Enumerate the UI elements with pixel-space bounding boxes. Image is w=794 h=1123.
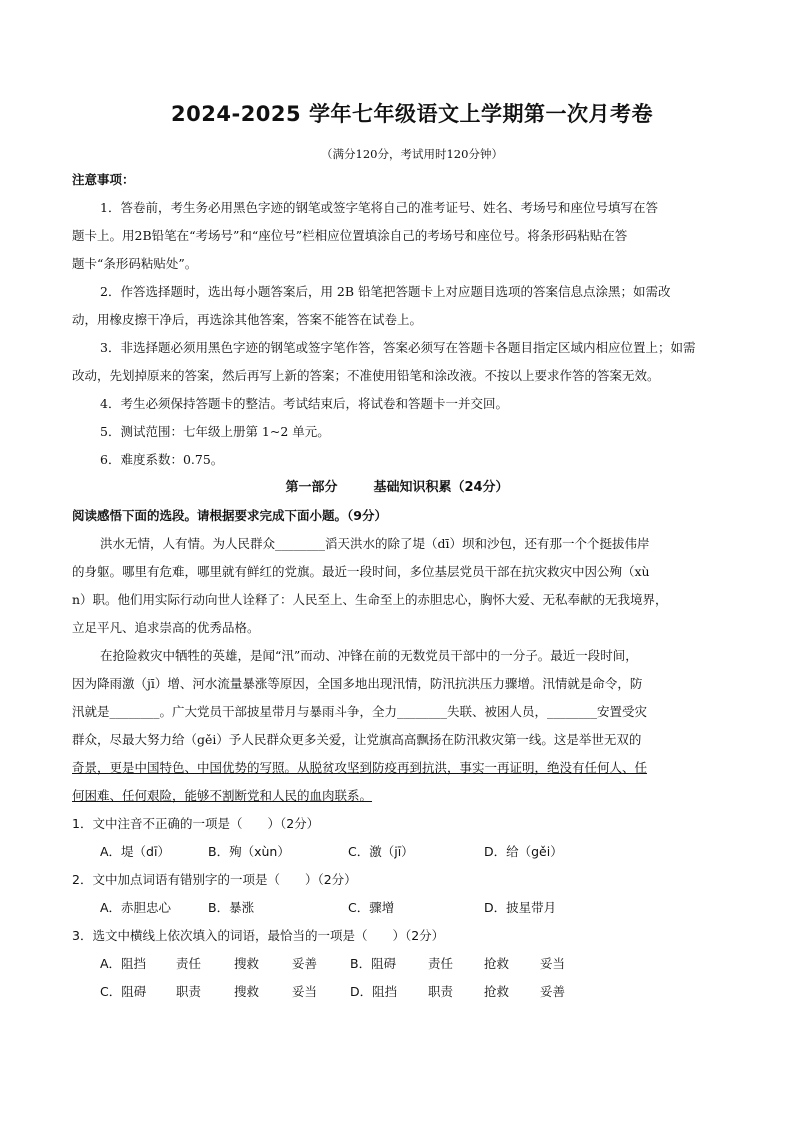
passage-line: 在抢险救灾中牺牲的英雄，是闻“汛”而动、冲锋在前的无数党员干部中的一分子。最近一段时间， bbox=[100, 648, 638, 663]
question-3-options-row-2 bbox=[72, 978, 722, 1006]
option-d: D．披星带月 bbox=[484, 900, 557, 915]
notice-line: 5．测试范围：七年级上册第 1~2 单元。 bbox=[100, 424, 330, 439]
question-2-stem: 2．文中加点词语有错别字的一项是（ ）（2分） bbox=[72, 872, 357, 887]
option-c: C．激（jī） bbox=[348, 844, 414, 859]
option-word: 妥善 bbox=[540, 984, 566, 999]
passage-line: 立足平凡、追求崇高的优秀品格。 bbox=[72, 620, 260, 635]
option-word: 妥善 bbox=[292, 956, 318, 971]
option-b: B．殉（xùn） bbox=[208, 844, 290, 859]
passage-line: 群众，尽最大努力给（gěi）予人民群众更多关爱，让党旗高高飘扬在防汛救灾第一线。这是举世无双的 bbox=[72, 732, 642, 747]
option-d: D．给（gěi） bbox=[484, 844, 563, 859]
passage-line: n）职。他们用实际行动向世人诠释了：人民至上、生命至上的赤胆忠心，胸怀大爱、无私奉献的无我境界， bbox=[72, 592, 668, 607]
notice-line: 2．作答选择题时，选出每小题答案后，用 2B 铅笔把答题卡上对应题目选项的答案信息点涂黑；如需改 bbox=[100, 284, 671, 299]
passage-line-underlined: 何困难、任何艰险，能够不割断党和人民的血肉联系。 bbox=[72, 788, 373, 803]
option-word: 职责 bbox=[428, 984, 454, 999]
option-word: 搜救 bbox=[234, 984, 260, 999]
question-2-options bbox=[72, 894, 722, 922]
passage-line: 因为降雨激（jī）增、河水流量暴涨等原因，全国多地出现汛情，防汛抗洪压力骤增。汛情就是命令，防 bbox=[72, 676, 643, 691]
notice-line: 3．非选择题必须用黑色字迹的钢笔或签字笔作答，答案必须写在答题卡各题目指定区域内相应位置上；如需 bbox=[100, 340, 696, 355]
section-name: 基础知识积累（24分） bbox=[373, 480, 509, 495]
notice-line: 4．考生必须保持答题卡的整洁。考试结束后，将试卷和答题卡一并交回。 bbox=[100, 396, 508, 411]
option-word: 搜救 bbox=[234, 956, 260, 971]
question-3-stem: 3．选文中横线上依次填入的词语，最恰当的一项是（ ）（2分） bbox=[72, 928, 445, 943]
option-word: 责任 bbox=[176, 956, 202, 971]
notice-line: 动，用橡皮擦干净后，再选涂其他答案，答案不能答在试卷上。 bbox=[72, 312, 423, 327]
notice-line: 1．答卷前，考生务必用黑色字迹的钢笔或签字笔将自己的准考证号、姓名、考场号和座位号填写在答 bbox=[100, 200, 658, 215]
question-3-options-row-1 bbox=[72, 950, 722, 978]
option-word: 责任 bbox=[428, 956, 454, 971]
page-subtitle: （满分120分，考试用时120分钟） bbox=[321, 147, 503, 161]
notice-heading: 注意事项： bbox=[72, 172, 135, 187]
question-1-stem: 1．文中注音不正确的一项是（ ）（2分） bbox=[72, 816, 320, 831]
option-a: A．阻挡 bbox=[100, 956, 147, 971]
option-word: 职责 bbox=[176, 984, 202, 999]
section-heading bbox=[72, 474, 722, 502]
option-a: A．堤（dī） bbox=[100, 844, 170, 859]
section-part: 第一部分 bbox=[285, 480, 338, 495]
passage-line-underlined: 奇景，更是中国特色、中国优势的写照。从脱贫攻坚到防疫再到抗洪，事实一再证明，绝没有任何人、任 bbox=[72, 760, 648, 775]
option-a: A．赤胆忠心 bbox=[100, 900, 172, 915]
option-b: B．阻碍 bbox=[350, 956, 397, 971]
passage-line: 汛就是________。广大党员干部披星带月与暴雨斗争，全力________失联、被困人员，________安置受灾 bbox=[72, 704, 648, 719]
passage-line: 洪水无情，人有情。为人民群众________滔天洪水的除了堤（dī）坝和沙包，还有那一个个挺拔伟岸 bbox=[100, 536, 650, 551]
option-word: 妥当 bbox=[540, 956, 566, 971]
reading-intro: 阅读感悟下面的选段。请根据要求完成下面小题。（9分） bbox=[72, 508, 387, 523]
option-word: 抢救 bbox=[484, 984, 510, 999]
notice-line: 题卡上。用2B铅笔在“考场号”和“座位号”栏相应位置填涂自己的考场号和座位号。将条形码粘贴在答 bbox=[72, 228, 628, 243]
option-d: D．阻挡 bbox=[350, 984, 398, 999]
passage-line: 的身躯。哪里有危难，哪里就有鲜红的党旗。最近一段时间，多位基层党员干部在抗灾救灾中因公殉（xù bbox=[72, 564, 650, 579]
notice-line: 改动，先划掉原来的答案，然后再写上新的答案；不准使用铅笔和涂改液。不按以上要求作答的答案无效。 bbox=[72, 368, 660, 383]
page-title: 2024-2025 学年七年级语文上学期第一次月考卷 bbox=[171, 102, 653, 126]
option-b: B．暴涨 bbox=[208, 900, 255, 915]
notice-block bbox=[72, 166, 722, 1006]
notice-line: 6．难度系数：0.75。 bbox=[100, 452, 224, 467]
question-1-options bbox=[72, 838, 722, 866]
option-c: C．阻碍 bbox=[100, 984, 147, 999]
notice-line: 题卡“条形码粘贴处”。 bbox=[72, 256, 198, 271]
option-word: 妥当 bbox=[292, 984, 318, 999]
option-c: C．骤增 bbox=[348, 900, 395, 915]
option-word: 抢救 bbox=[484, 956, 510, 971]
